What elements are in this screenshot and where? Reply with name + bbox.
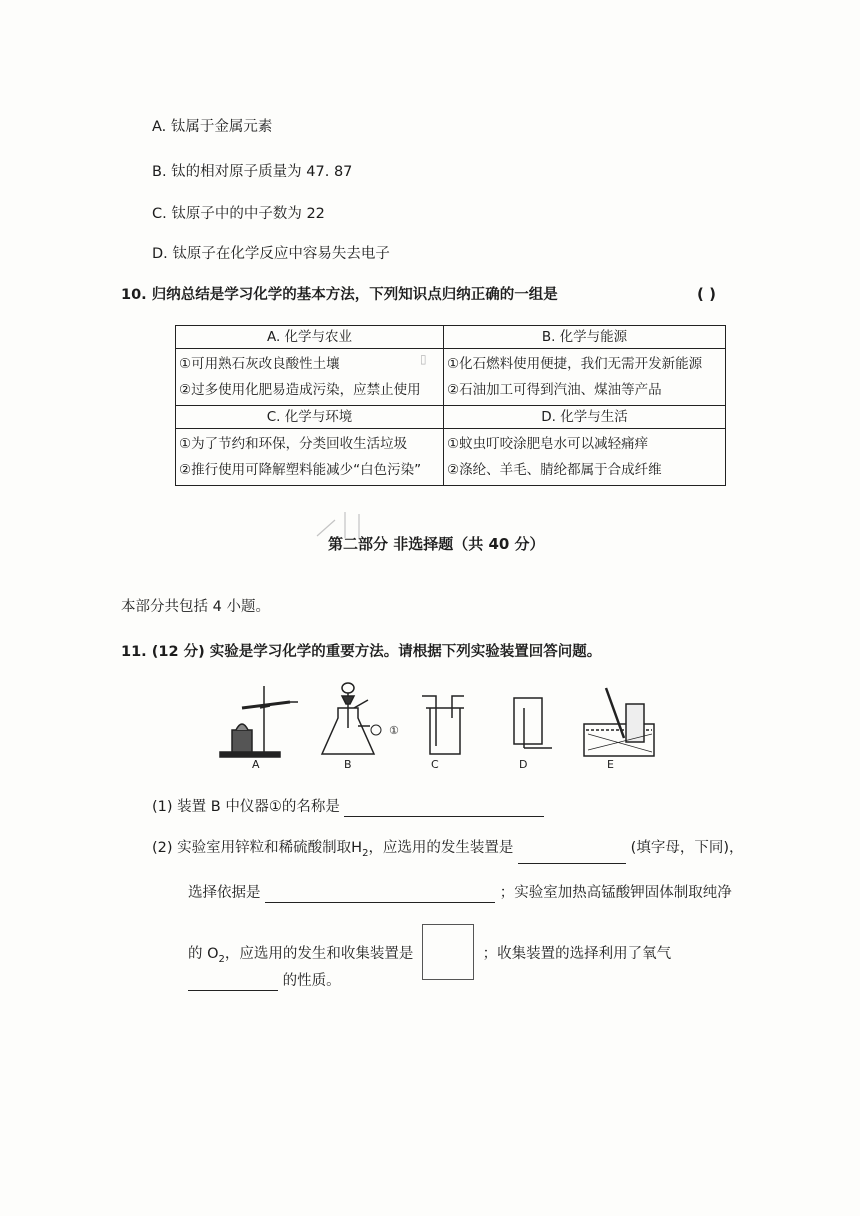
subscript-2: 2	[362, 847, 369, 859]
kmno4-text: ；实验室加热高锰酸钾固体制取纯净	[499, 885, 732, 901]
cell-a-title[interactable]: A. 化学与农业	[176, 326, 444, 349]
answer-blank-1[interactable]	[344, 796, 544, 817]
cell-c-title[interactable]: C. 化学与环境	[176, 406, 444, 429]
cell-b-item-1: ①化石燃料使用便捷，我们无需开发新能源	[447, 356, 703, 372]
cell-b-body	[444, 349, 726, 406]
label-b: B	[344, 758, 352, 771]
sub-question-1-text: (1) 装置 B 中仪器①的名称是	[152, 799, 340, 815]
option-c[interactable]: C. 钛原子中的中子数为 22	[152, 206, 325, 222]
bleed-through-mark: ▯	[420, 352, 427, 366]
label-e: E	[607, 758, 614, 771]
sub-question-2-text-c: (填字母，下同)，	[630, 840, 744, 856]
cell-a-body	[176, 349, 444, 406]
label-d: D	[519, 758, 528, 771]
basis-text: 选择依据是	[188, 885, 261, 901]
cell-c-item-2: ②推行使用可降解塑料能减少“白色污染”	[179, 462, 422, 478]
sub-question-2-text-a: (2) 实验室用锌粒和稀硫酸制取H	[152, 840, 363, 856]
option-d[interactable]: D. 钛原子在化学反应中容易失去电子	[152, 246, 390, 262]
o2-text-b: ，应选用的发生和收集装置是	[224, 946, 414, 962]
section-intro: 本部分共包括 4 小题。	[121, 599, 270, 615]
sub-question-2-line-4	[188, 970, 341, 991]
answer-blank-2[interactable]	[518, 843, 626, 864]
marker-1: ①	[389, 724, 399, 737]
cell-d-title[interactable]: D. 化学与生活	[444, 406, 726, 429]
section-title: 第二部分 非选择题（共 40 分）	[328, 535, 545, 553]
apparatus-d-icon	[514, 698, 552, 748]
sub-question-2	[152, 838, 743, 864]
sub-question-2-line-2	[188, 882, 732, 903]
label-a: A	[252, 758, 260, 771]
sub-question-1	[152, 796, 544, 817]
apparatus-b-icon	[322, 683, 381, 754]
cell-d-item-1: ①蚊虫叮咬涂肥皂水可以减轻痛痒	[447, 436, 649, 452]
cell-c-body	[176, 429, 444, 486]
answer-blank-4[interactable]	[422, 924, 474, 980]
subscript-o2: 2	[218, 953, 225, 965]
apparatus-e-icon	[584, 688, 654, 756]
cell-a-item-1: ①可用熟石灰改良酸性土壤	[179, 356, 340, 372]
cell-d-item-2: ②涤纶、羊毛、腈纶都属于合成纤维	[447, 462, 662, 478]
property-text: 的性质。	[282, 973, 341, 989]
question-11-stem: 11. (12 分) 实验是学习化学的重要方法。请根据下列实验装置回答问题。	[121, 644, 602, 660]
option-a[interactable]: A. 钛属于金属元素	[152, 119, 273, 135]
o2-text-a: 的 O	[188, 946, 219, 962]
apparatus-a-icon	[220, 686, 298, 757]
knowledge-table	[175, 325, 726, 486]
cell-d-body	[444, 429, 726, 486]
sub-question-2-text-b: ，应选用的发生装置是	[368, 840, 514, 856]
o2-text-c: ；收集装置的选择利用了氧气	[482, 946, 672, 962]
answer-bracket[interactable]: ( )	[697, 285, 716, 303]
cell-b-title[interactable]: B. 化学与能源	[444, 326, 726, 349]
cell-b-item-2: ②石油加工可得到汽油、煤油等产品	[447, 382, 662, 398]
apparatus-c-icon	[422, 696, 464, 754]
cell-c-item-1: ①为了节约和环保，分类回收生活垃圾	[179, 436, 408, 452]
cell-a-item-2: ②过多使用化肥易造成污染，应禁止使用	[179, 382, 421, 398]
answer-blank-5[interactable]	[188, 970, 278, 991]
answer-blank-3[interactable]	[265, 882, 495, 903]
label-c: C	[431, 758, 439, 771]
option-b[interactable]: B. 钛的相对原子质量为 47. 87	[152, 164, 353, 180]
question-10-stem: 10. 归纳总结是学习化学的基本方法，下列知识点归纳正确的一组是	[121, 287, 558, 303]
